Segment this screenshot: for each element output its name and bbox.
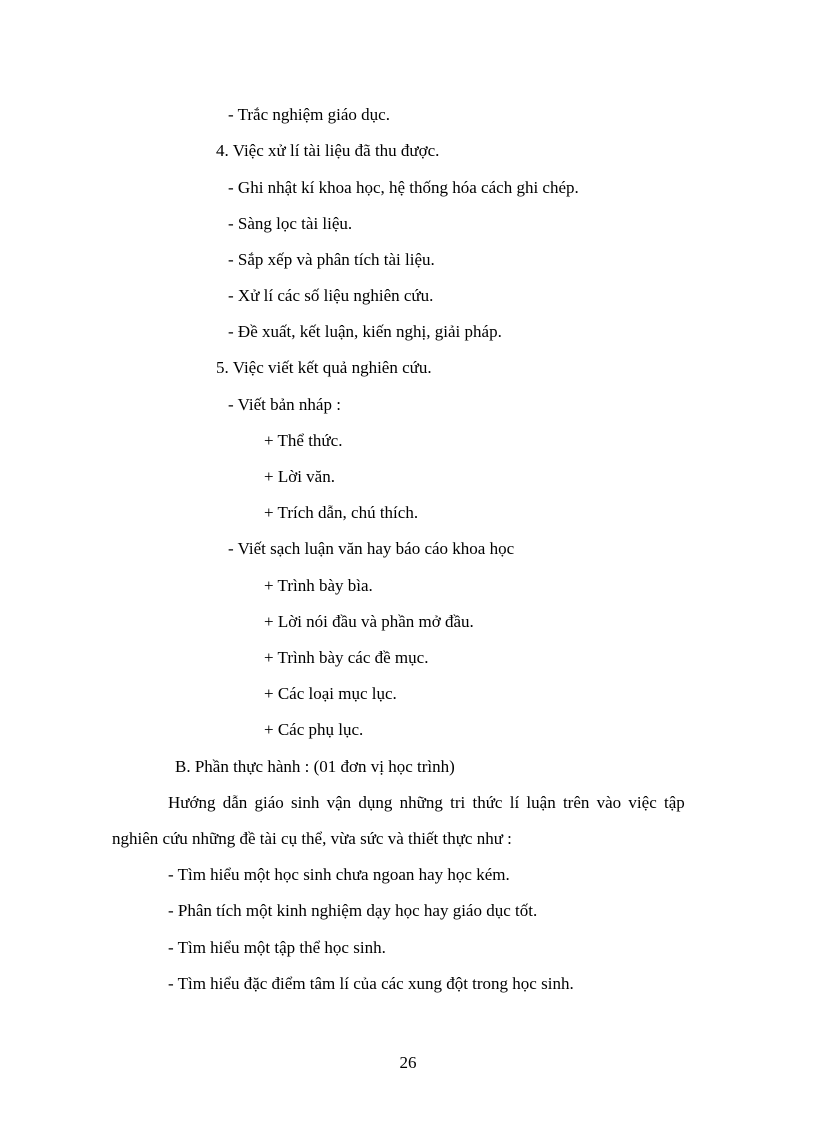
sub-item: + Lời văn.	[264, 467, 335, 486]
section-heading: 5. Việc viết kết quả nghiên cứu.	[216, 358, 432, 377]
sub-item: + Các phụ lục.	[264, 720, 364, 739]
text-line: - Đề xuất, kết luận, kiến nghị, giải pháp.	[228, 322, 502, 341]
sub-item: + Trình bày các đề mục.	[264, 648, 429, 667]
text-line: - Phân tích một kinh nghiệm dạy học hay giáo dục tốt.	[168, 901, 538, 920]
text-line: - Tìm hiểu đặc điểm tâm lí của các xung đột trong học sinh.	[168, 974, 574, 993]
paragraph-line: Hướng dẫn giáo sinh vận dụng những tri thức lí luận trên vào việc tập	[168, 793, 685, 812]
text-line: - Xử lí các số liệu nghiên cứu.	[228, 286, 434, 305]
sub-item: + Các loại mục lục.	[264, 684, 397, 703]
section-heading: 4. Việc xử lí tài liệu đã thu được.	[216, 141, 440, 160]
paragraph-line: nghiên cứu những đề tài cụ thể, vừa sức và thiết thực như :	[112, 829, 512, 848]
text-line: - Viết sạch luận văn hay báo cáo khoa học	[228, 539, 515, 558]
text-line: - Tìm hiểu một tập thể học sinh.	[168, 938, 386, 957]
sub-item: + Thể thức.	[264, 431, 343, 450]
text-line: - Viết bản nháp :	[228, 395, 341, 414]
text-line: - Tìm hiểu một học sinh chưa ngoan hay học kém.	[168, 865, 510, 884]
sub-item: + Trích dẫn, chú thích.	[264, 503, 419, 522]
section-heading: B. Phần thực hành : (01 đơn vị học trình)	[175, 757, 455, 776]
sub-item: + Trình bày bìa.	[264, 576, 373, 595]
sub-item: + Lời nói đầu và phần mở đầu.	[264, 612, 474, 631]
text-line: - Ghi nhật kí khoa học, hệ thống hóa cách ghi chép.	[228, 178, 579, 197]
text-line: - Trắc nghiệm giáo dục.	[228, 105, 390, 124]
text-line: - Sàng lọc tài liệu.	[228, 214, 353, 233]
page-number: 26	[399, 1053, 417, 1072]
text-line: - Sắp xếp và phân tích tài liệu.	[228, 250, 435, 269]
